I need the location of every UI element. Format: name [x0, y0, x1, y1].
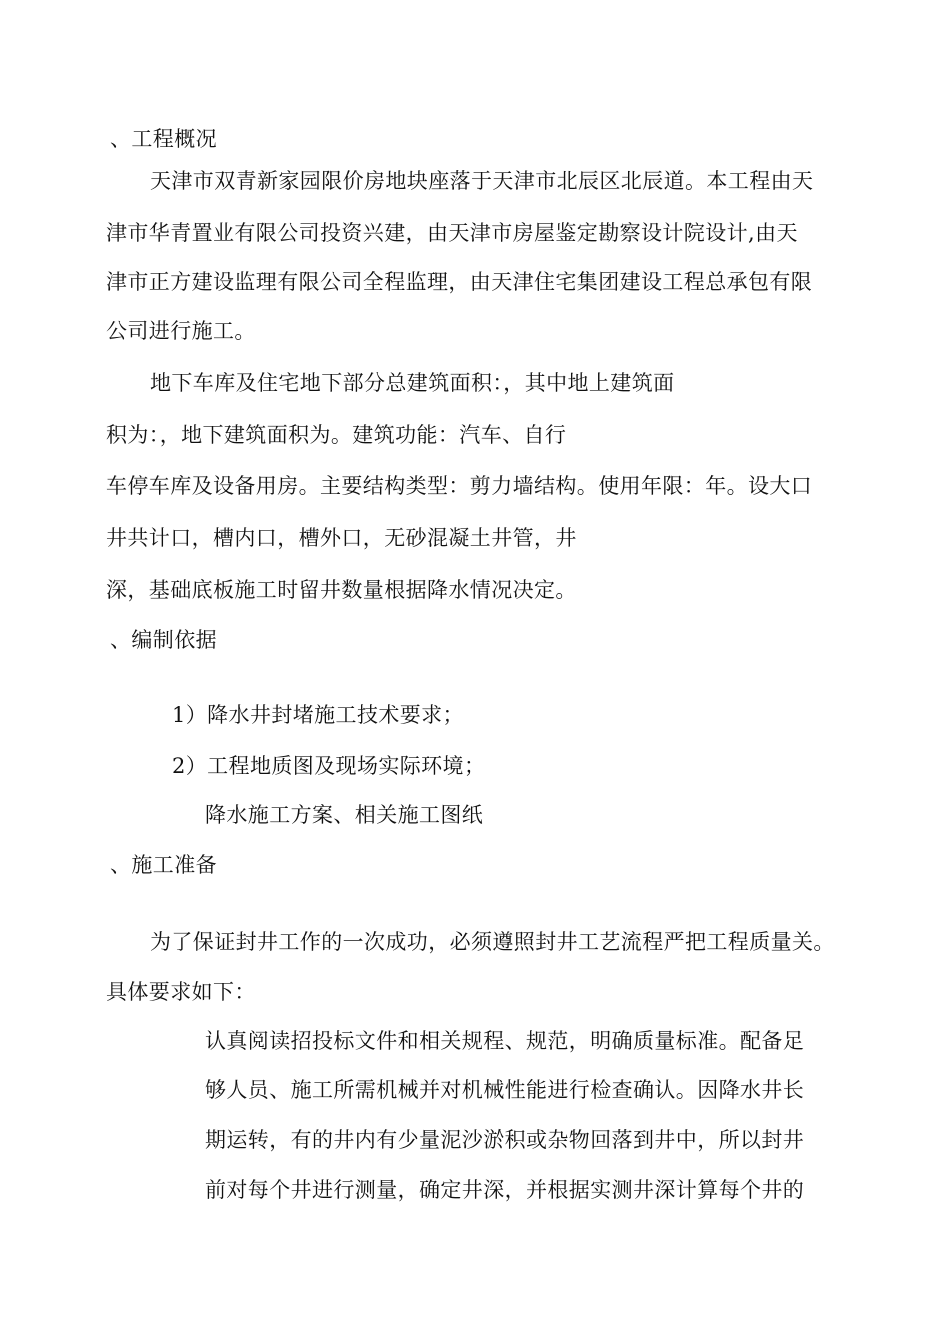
paragraph-line: 期运转，有的井内有少量泥沙淤积或杂物回落到井中，所以封井	[205, 1128, 805, 1152]
section-heading-preparation: 、施工准备	[110, 853, 217, 877]
paragraph-line: 津市华青置业有限公司投资兴建，由天津市房屋鉴定勘察设计院设计,由天	[106, 221, 798, 245]
paragraph-line: 前对每个井进行测量，确定井深，并根据实测井深计算每个井的	[205, 1178, 805, 1202]
paragraph-line: 认真阅读招投标文件和相关规程、规范，明确质量标准。配备足	[205, 1029, 805, 1053]
list-item: 1）降水井封堵施工技术要求；	[172, 703, 464, 727]
paragraph-line: 地下车库及住宅地下部分总建筑面积：，其中地上建筑面	[150, 371, 675, 395]
paragraph-line: 为了保证封井工作的一次成功，必须遵照封井工艺流程严把工程质量关。	[150, 930, 835, 954]
list-item: 降水施工方案、相关施工图纸	[205, 803, 484, 827]
paragraph-line: 天津市双青新家园限价房地块座落于天津市北辰区北辰道。本工程由天	[150, 169, 814, 193]
section-heading-basis: 、编制依据	[110, 628, 217, 652]
paragraph-line: 深，基础底板施工时留井数量根据降水情况决定。	[106, 578, 577, 602]
paragraph-line: 够人员、施工所需机械并对机械性能进行检查确认。因降水井长	[205, 1078, 805, 1102]
paragraph-line: 井共计口，槽内口，槽外口，无砂混凝土井管，井	[106, 526, 577, 550]
section-heading-overview: 、工程概况	[110, 127, 217, 151]
paragraph-line: 车停车库及设备用房。主要结构类型：剪力墙结构。使用年限：年。设大口	[106, 474, 813, 498]
paragraph-line: 积为：，地下建筑面积为。建筑功能：汽车、自行	[106, 423, 567, 447]
list-item: 2）工程地质图及现场实际环境；	[172, 754, 486, 778]
paragraph-line: 具体要求如下：	[106, 980, 256, 1004]
paragraph-line: 津市正方建设监理有限公司全程监理，由天津住宅集团建设工程总承包有限	[106, 270, 813, 294]
paragraph-line: 公司进行施工。	[106, 319, 256, 343]
